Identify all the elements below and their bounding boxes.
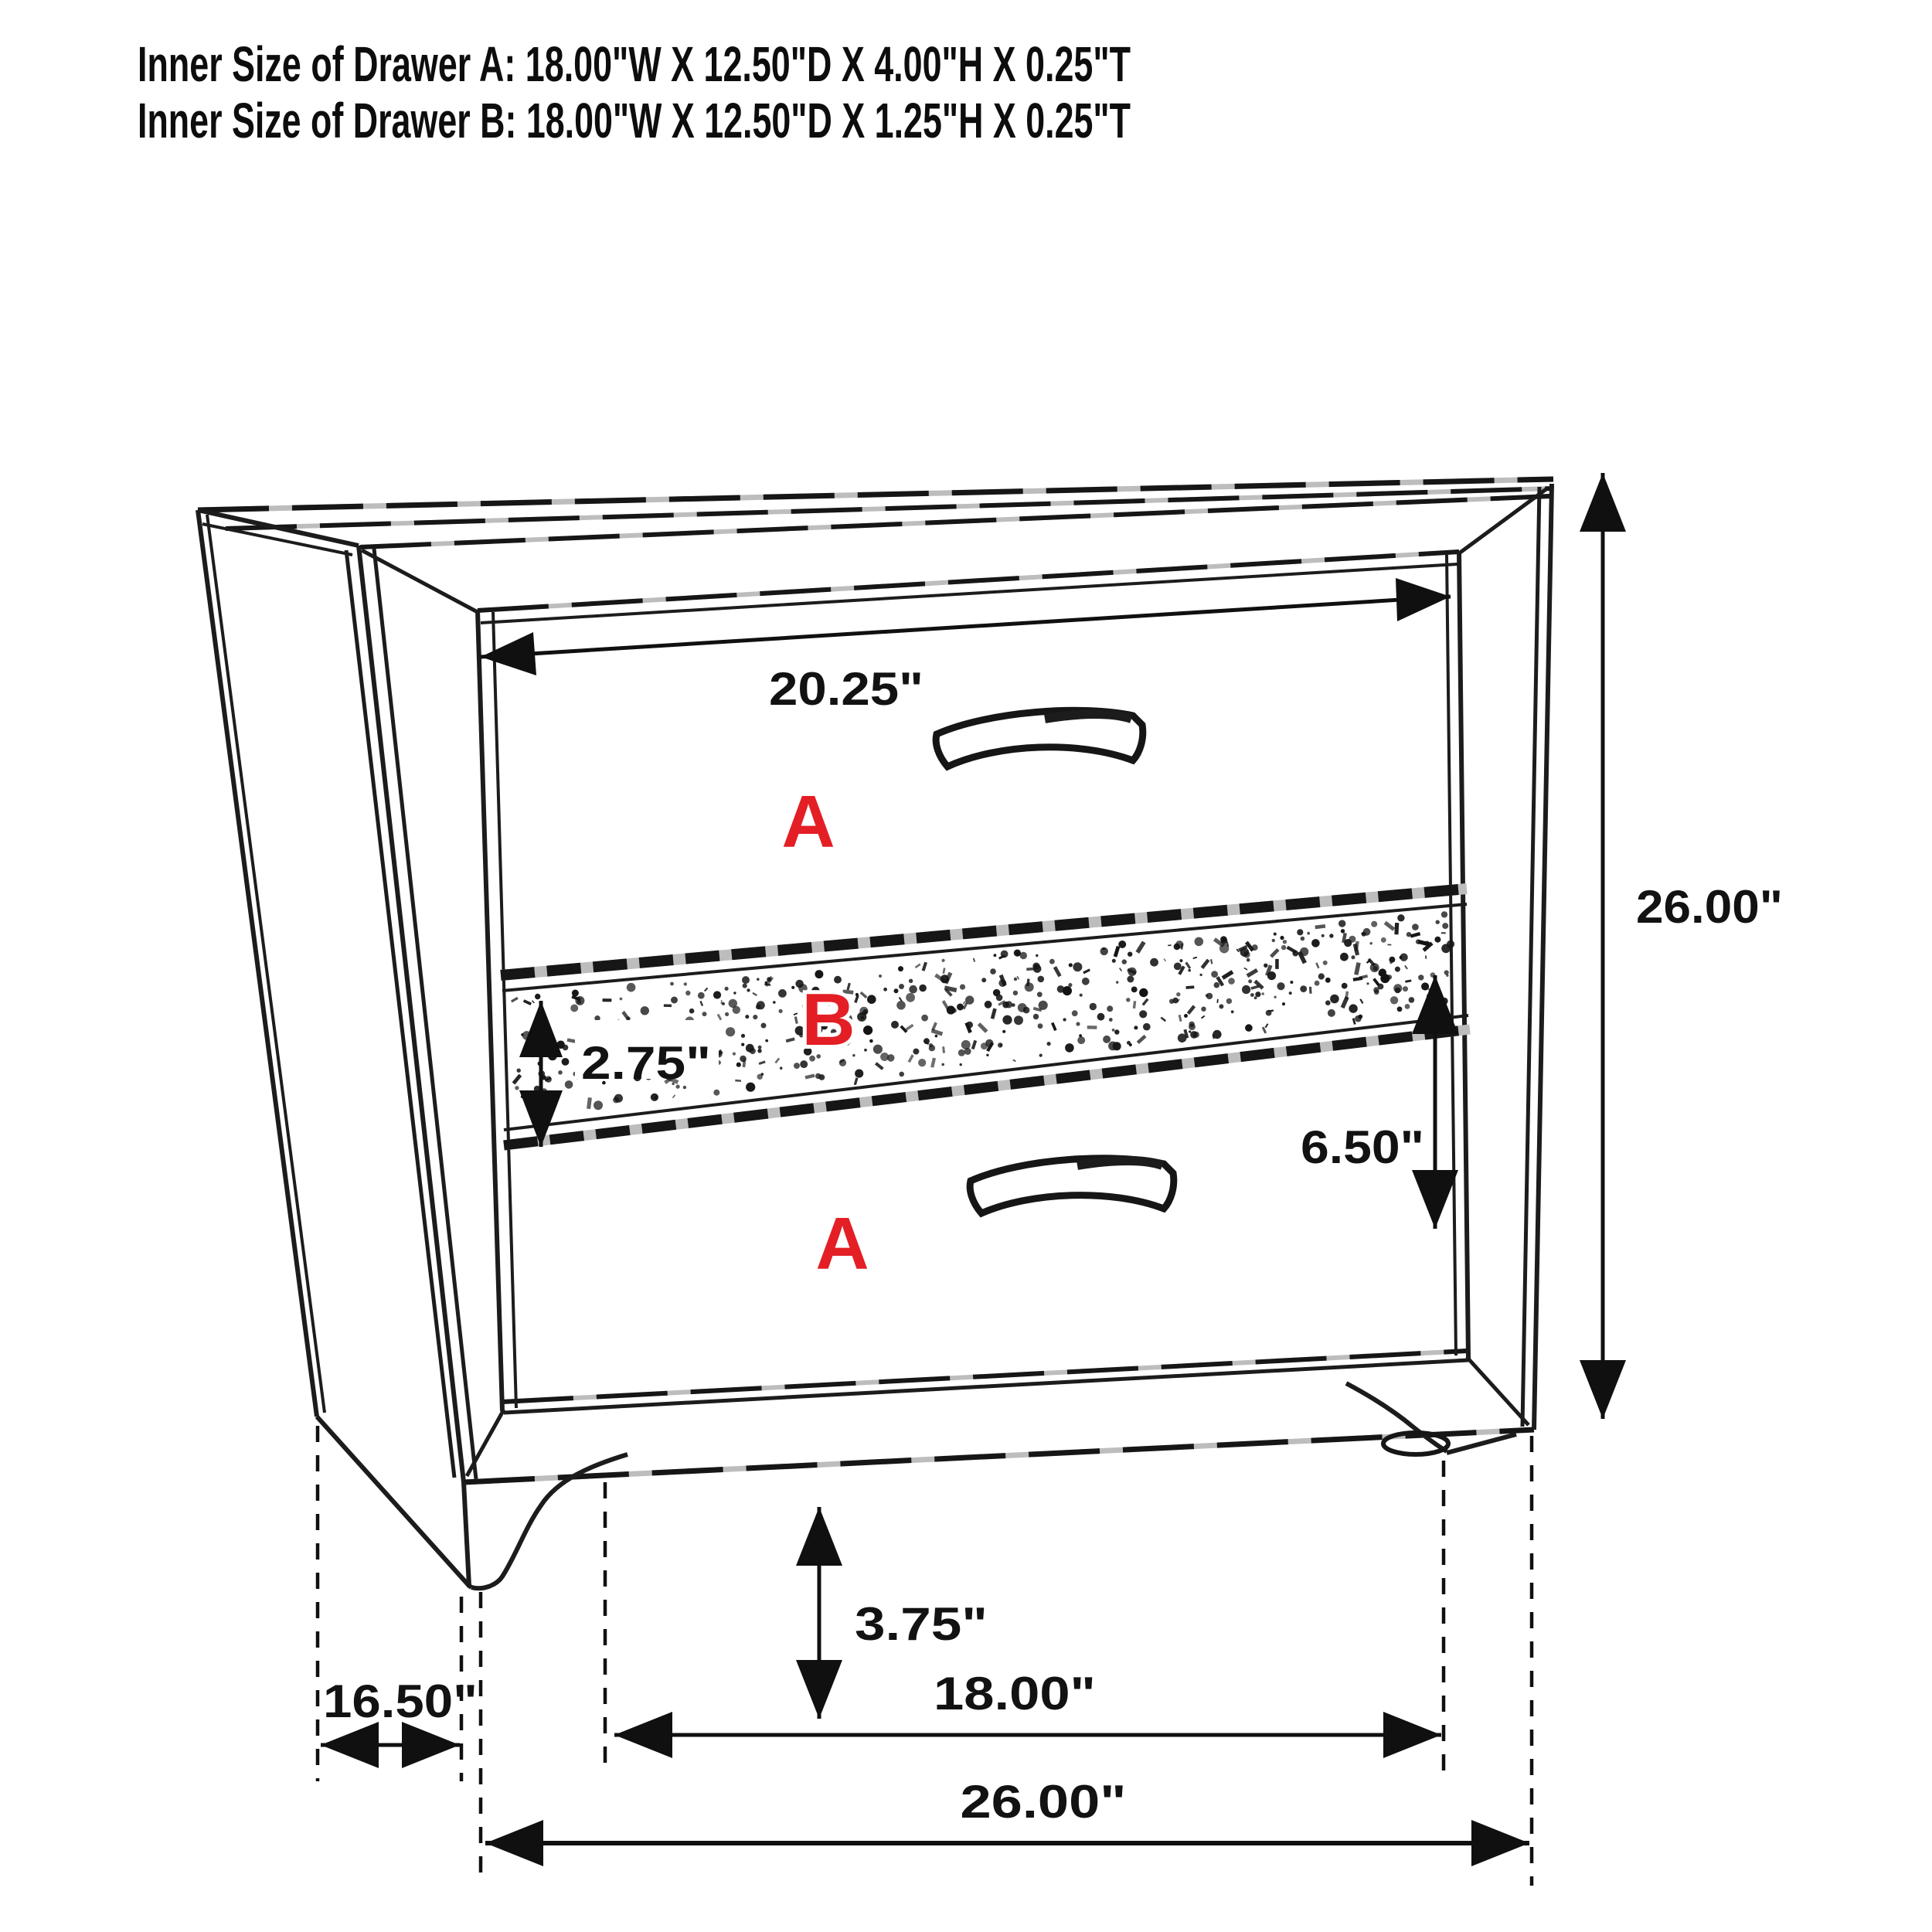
side-left-edge-inner [207,515,325,1413]
dim-3-75-arrow-up [796,1507,842,1566]
opening-bottom-edge [502,1351,1467,1402]
dim-6-50-arrow-down [1412,1170,1458,1229]
miter-bottom-right [1467,1357,1529,1425]
dim-label-2-75: 2.75" [581,1037,711,1089]
dim-label-26-height: 26.00" [1636,881,1783,933]
dim-26-height-arrow-up [1580,473,1626,532]
dim-26-height-arrow-down [1580,1360,1626,1419]
drawer-label-a-bottom: A [815,1202,869,1285]
left-foot-front-edge [464,1482,471,1587]
right-foot-base-edge [1447,1434,1516,1453]
drawer-a-top-handle-shade [1045,714,1131,719]
dim-label-6-50: 6.50" [1301,1121,1424,1173]
dim-label-18-00: 18.00" [934,1668,1096,1719]
opening-right-edge-2 [1447,555,1456,1355]
opening-bottom-edge-2 [504,1360,1468,1413]
drawer-label-a-top: A [781,781,835,863]
opening-right-edge [1459,552,1468,1359]
dim-label-3-75: 3.75" [855,1598,988,1650]
opening-top-edge-2 [481,564,1458,623]
dim-label-26-width: 26.00" [960,1776,1127,1828]
dim-16-50-arrow-right [402,1722,460,1768]
side-left-edge [198,510,317,1417]
dim-26-width-arrow-right [1471,1820,1529,1866]
cabinet-drawing [198,479,1553,1588]
side-front-edge [346,550,454,1478]
dim-label-16-50: 16.50" [323,1675,478,1727]
dim-20-25-line [481,597,1451,657]
frame-left-outer-edge-2 [374,549,476,1479]
dim-3-75-arrow-down [796,1660,842,1719]
dim-20-25-arrow-right [1396,578,1451,621]
side-bottom-edge [317,1417,469,1586]
extension-lines [318,1426,1532,1886]
dim-16-50-arrow-left [321,1722,379,1768]
opening-left-edge [478,611,502,1411]
right-foot-bracket-curve [1346,1383,1447,1451]
drawer-label-b: B [801,978,855,1061]
drawer-a-bottom-handle-shade [1077,1161,1162,1165]
dim-18-00-arrow-left [614,1712,672,1758]
dim-26-width-arrow-left [485,1820,543,1866]
frame-left-outer-edge [359,546,464,1482]
header-line-2: Inner Size of Drawer B: 18.00"W X 12.50"D X 1.25"H X 0.25"T [138,93,1131,148]
dim-20-25-arrow-left [481,632,536,675]
dim-label-20-25: 20.25" [769,663,923,715]
drawer-a-bottom-handle [970,1158,1174,1213]
dim-18-00-arrow-right [1383,1712,1441,1758]
dim-2-75-arrow-up [519,1001,563,1057]
header-line-1: Inner Size of Drawer A: 18.00"W X 12.50"D X 4.00"H X 0.25"T [138,36,1131,92]
